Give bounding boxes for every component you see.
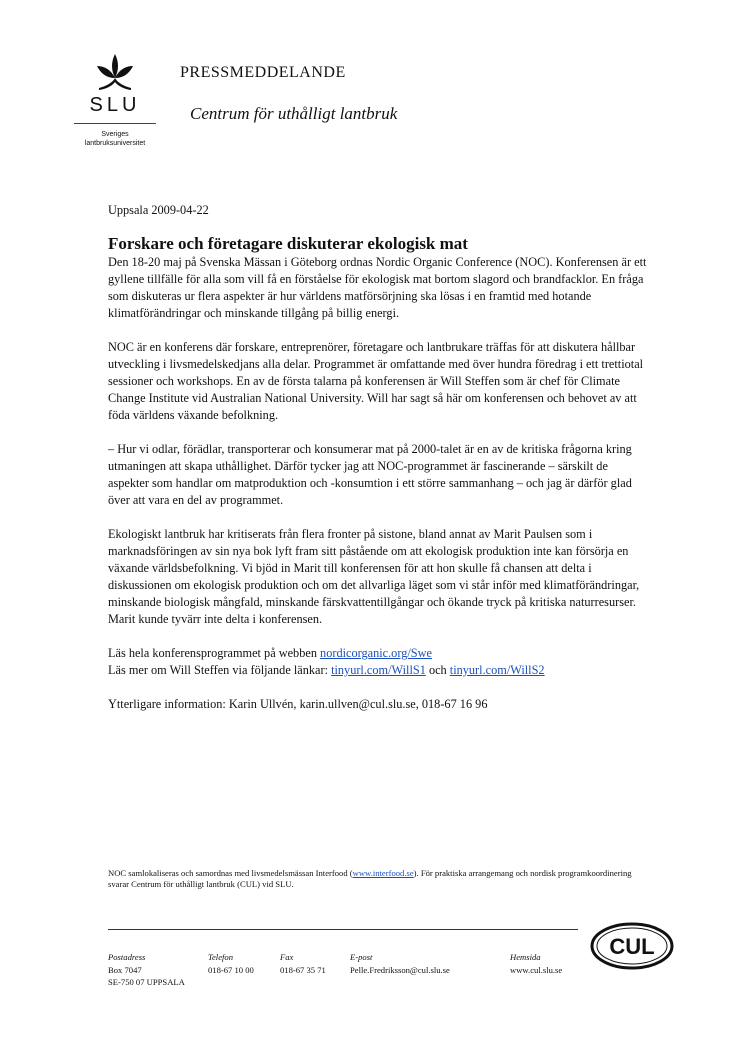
footer-divider — [108, 929, 578, 930]
links-line-2-and: och — [425, 663, 450, 677]
epost-label: E-post — [350, 952, 373, 962]
organization-name: Centrum för uthålligt lantbruk — [190, 104, 398, 123]
logo-subtitle — [72, 130, 158, 148]
footnote-prefix: NOC samlokaliseras och samordnas med livsmedelsmässan Interfood ( — [108, 868, 353, 878]
hemsida-value: www.cul.slu.se — [510, 964, 563, 975]
release-date: Uppsala 2009-04-22 — [108, 203, 209, 217]
telefon-value: 018-67 10 00 — [208, 964, 254, 975]
footer-postadress — [108, 951, 185, 989]
paragraph-4: Ekologiskt lantbruk har kritiserats från flera fronter på sistone, bland annat av Marit Paulsen som i marknadsföringen av sin nya bok lyft fram sitt påstående om att ekologisk produktion inte kan försörja en växande världsbefolkning. Vi bjöd in Marit till konferensen för att hon skulle få chansen att delta i diskussionen om ekologisk produktion och om det allvarliga läget som vi står inför med klimatförändringar, minskande biologisk mångfald, minskande färskvattentillgångar och ökande tryck på kritiska naturresurser. Marit kunde tyvärr inte delta i konferensen. — [108, 527, 640, 626]
logo-divider — [74, 123, 156, 124]
interfood-link[interactable]: www.interfood.se — [352, 868, 414, 878]
footnote-suffix: ). För praktiska arrangemang och nordisk programkoordinering svarar Centrum för uthålligt lantbruk (CUL) vid SLU. — [108, 868, 632, 889]
links-line-1-prefix: Läs hela konferensprogrammet på webben — [108, 646, 321, 660]
footer-epost — [350, 951, 450, 976]
cul-logo-text: CUL — [609, 934, 655, 959]
epost-value: Pelle.Fredriksson@cul.slu.se — [350, 964, 450, 975]
paragraph-3: – Hur vi odlar, förädlar, transporterar och konsumerar mat på 2000-talet är en av de kritiska frågorna kring utmaningen att skapa uthållighet. Därför tycker jag att NOC-programmet är fascinerande – särskilt de aspekter som handlar om matproduktion och -konsumtion i ett större sammanhang – och jag är därför glad över att vara en del av programmet. — [108, 442, 632, 507]
fax-label: Fax — [280, 952, 294, 962]
slu-logo — [72, 52, 158, 164]
links-line-2-prefix: Läs mer om Will Steffen via följande länkar: — [108, 663, 332, 677]
postadress-label: Postadress — [108, 952, 146, 962]
links-line-1 — [108, 645, 648, 662]
slu-logo-text: SLU — [89, 94, 141, 116]
contact-info: Ytterligare information: Karin Ullvén, karin.ullven@cul.slu.se, 018-67 16 96 — [108, 697, 488, 711]
press-release-body — [108, 202, 648, 713]
document-type-title: PRESSMEDDELANDE — [180, 64, 346, 81]
paragraph-1: Den 18-20 maj på Svenska Mässan i Göteborg ordnas Nordic Organic Conference (NOC). Konferensen är ett gyllene tillfälle för alla som vill få en förståelse för ekologisk mat bortom slagord och brandfacklor. En fråga som diskuteras ur flera aspekter är hur världens matförsörjning ska lösas i en framtid med hotande klimatförändringar och minskande tillgång på billig energi. — [108, 255, 647, 320]
nordicorganic-link[interactable]: nordicorganic.org/Swe — [320, 646, 432, 660]
logo-subtitle-line1: Sveriges — [101, 131, 129, 138]
footer-hemsida — [510, 951, 562, 976]
footnote — [108, 868, 648, 889]
cul-logo — [590, 920, 674, 972]
tinyurl-wills1-link[interactable]: tinyurl.com/WillS1 — [331, 663, 426, 677]
postadress-line2: SE-750 07 UPPSALA — [108, 977, 185, 987]
footer-fax — [280, 951, 326, 976]
paragraph-2: NOC är en konferens där forskare, entreprenörer, företagare och lantbrukare träffas för att diskutera hållbar utveckling i livsmedelskedjans alla delar. Programmet är omfattande med över hundra föredrag i ett trettiotal sessioner och workshops. En av de första talarna på konferensen är Will Steffen som är chef för Climate Change Institute vid Australian National University. Will har sagt så här om konferensen och behovet av att föda världens växande befolkning. — [108, 340, 644, 422]
headline: Forskare och företagare diskuterar ekologisk mat — [108, 234, 468, 253]
links-line-2 — [108, 662, 648, 679]
logo-subtitle-line2: lantbruksuniversitet — [84, 140, 146, 147]
fax-value: 018-67 35 71 — [280, 964, 326, 975]
tinyurl-wills2-link[interactable]: tinyurl.com/WillS2 — [449, 663, 545, 677]
postadress-line1: Box 7047 — [108, 964, 142, 975]
hemsida-label: Hemsida — [510, 952, 541, 962]
telefon-label: Telefon — [208, 952, 233, 962]
footer-telefon — [208, 951, 254, 976]
slu-leaf-icon — [93, 52, 137, 92]
